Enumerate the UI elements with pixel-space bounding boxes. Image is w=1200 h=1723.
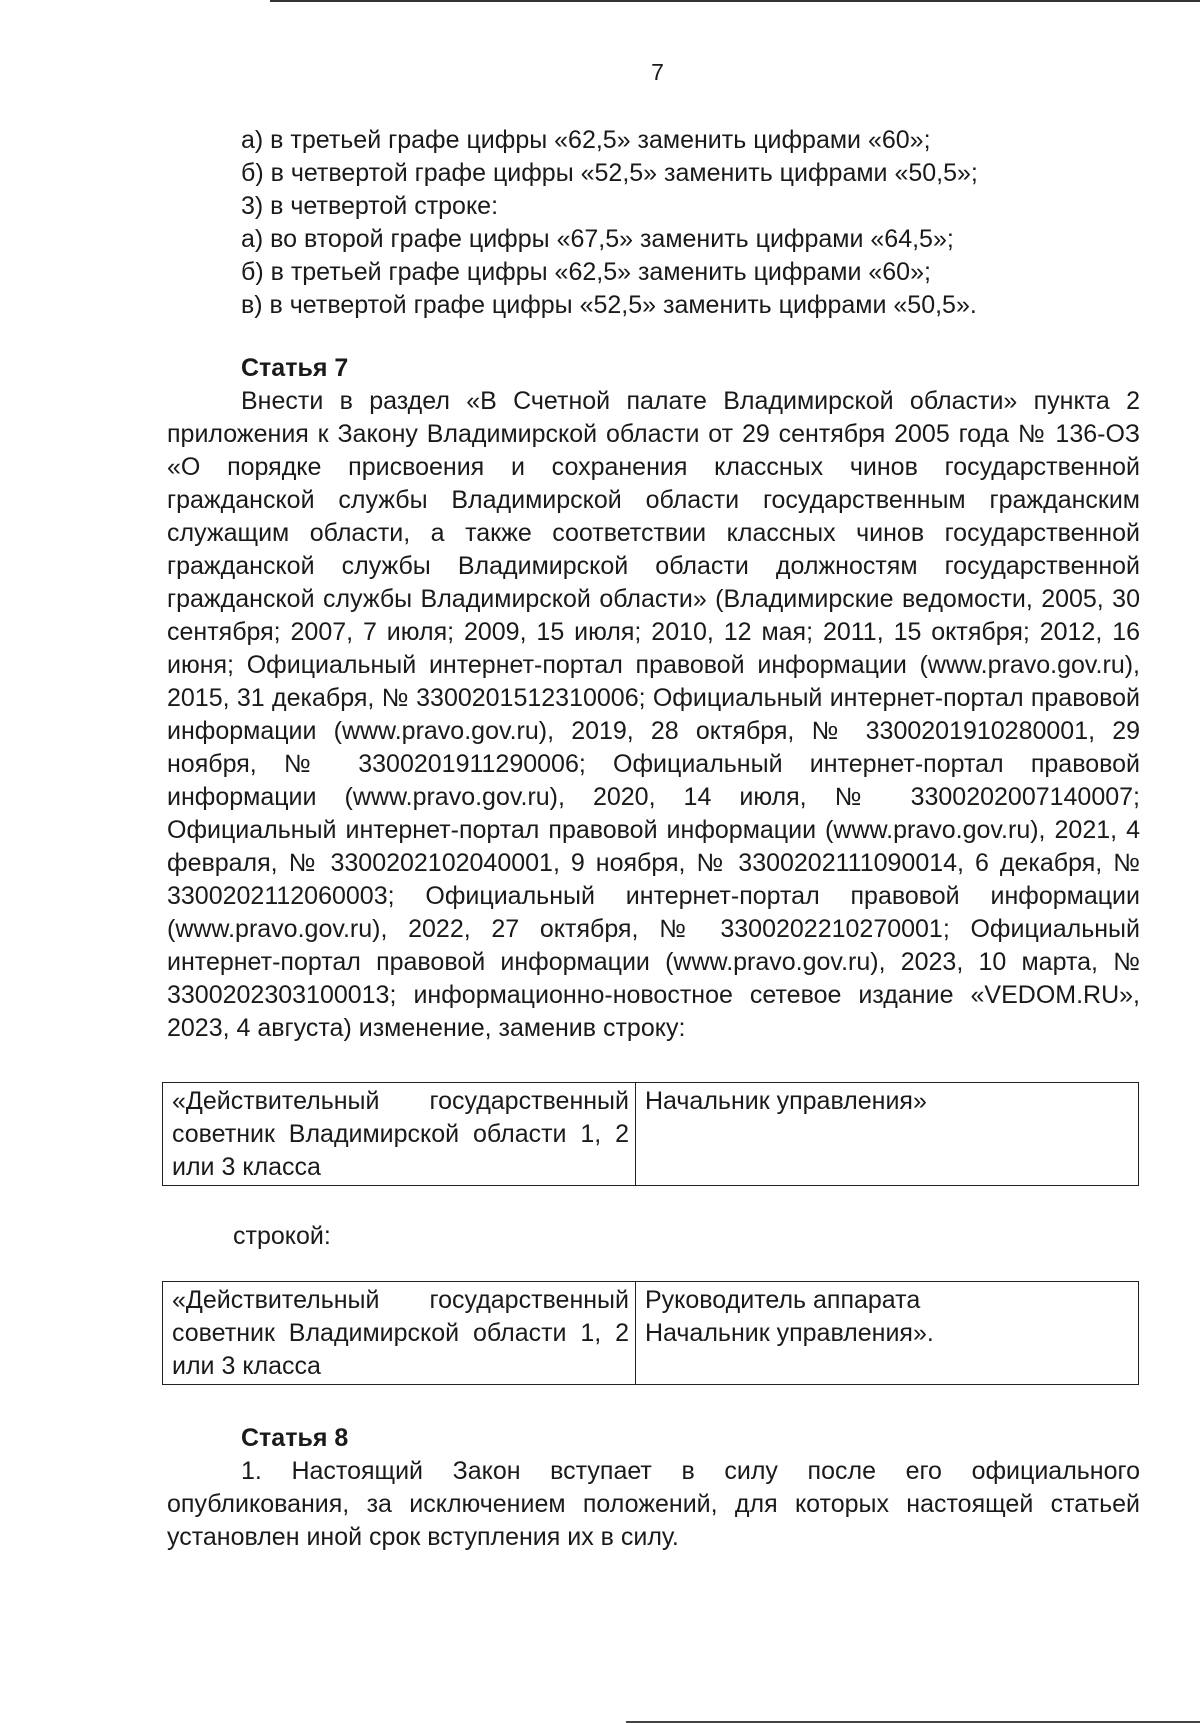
article-8-heading: Статья 8 <box>241 1424 349 1452</box>
article-8-text: 1. Настоящий Закон вступает в силу после его официального опубликования, за исключением положений, для которых настоящей статьей установлен иной срок вступления их в силу. <box>167 1457 1140 1551</box>
position-line: Начальник управления» <box>645 1087 927 1115</box>
position-line: Руководитель аппарата <box>645 1286 921 1314</box>
document-body <box>167 124 1140 1554</box>
amendment-item: б) в четвертой графе цифры «52,5» заменить цифрами «50,5»; <box>241 159 978 187</box>
old-row-table <box>162 1082 1139 1186</box>
page-number: 7 <box>651 59 664 85</box>
article-7-text: Внести в раздел «В Счетной палате Владимирской области» пункта 2 приложения к Закону Владимирской области от 29 сентября 2005 года № 136-ОЗ «О порядке присвоения и сохранения классных чинов государственной гражданской службы Владимирской области государственным гражданским служащим области, а также соответствии классных чинов государственной гражданской службы Владимирской области должностям государственной гражданской службы Владимирской области» (Владимирские ведомости, 2005, 30 сентября; 2007, 7 июля; 2009, 15 июля; 2010, 12 мая; 2011, 15 октября; 2012, 16 июня; Официальный интернет-портал правовой информации (www.pravo.gov.ru), 2015, 31 декабря, № 3300201512310006; Официальный интернет-портал правовой информации (www.pravo.gov.ru), 2019, 28 октября, № 3300201910280001, 29 ноября, № 3300201911290006; Официальный интернет-портал правовой информации (www.pravo.gov.ru), 2020, 14 июля, № 3300202007140007; Официальный интернет-портал правовой информации (www.pravo.gov.ru), 2021, 4 февраля, № 3300202102040001, 9 ноября, № 3300202111090014, 6 декабря, № 3300202112060003; Официальный интернет-портал правовой информации (www.pravo.gov.ru), 2022, 27 октября, № 3300202210270001; Официальный интернет-портал правовой информации (www.pravo.gov.ru), 2023, 10 марта, № 3300202303100013; информационно-новостное сетевое издание «VEDOM.RU», 2023, 4 августа) изменение, заменив строку: <box>167 387 1140 1042</box>
position-cell <box>636 1282 1139 1385</box>
top-edge-rule <box>270 0 1200 2</box>
table-row <box>163 1083 1139 1186</box>
rank-cell: «Действительный государственный советник Владимирской области 1, 2 или 3 класса <box>163 1282 636 1385</box>
amendment-item: б) в третьей графе цифры «62,5» заменить цифрами «60»; <box>241 258 931 286</box>
amendment-item: 3) в четвертой строке: <box>241 192 499 220</box>
new-row-table <box>162 1281 1139 1385</box>
replacement-connector: строкой: <box>233 1222 331 1250</box>
table-row <box>163 1282 1139 1385</box>
position-cell <box>636 1083 1139 1186</box>
amendment-item: а) в третьей графе цифры «62,5» заменить цифрами «60»; <box>241 126 931 154</box>
amendment-item: в) в четвертой графе цифры «52,5» заменить цифрами «50,5». <box>241 291 977 319</box>
amendment-item: а) во второй графе цифры «67,5» заменить цифрами «64,5»; <box>241 225 954 253</box>
amendment-list <box>167 124 1140 322</box>
position-line: Начальник управления». <box>645 1319 934 1347</box>
rank-cell: «Действительный государственный советник Владимирской области 1, 2 или 3 класса <box>163 1083 636 1186</box>
article-7-heading: Статья 7 <box>241 354 349 382</box>
